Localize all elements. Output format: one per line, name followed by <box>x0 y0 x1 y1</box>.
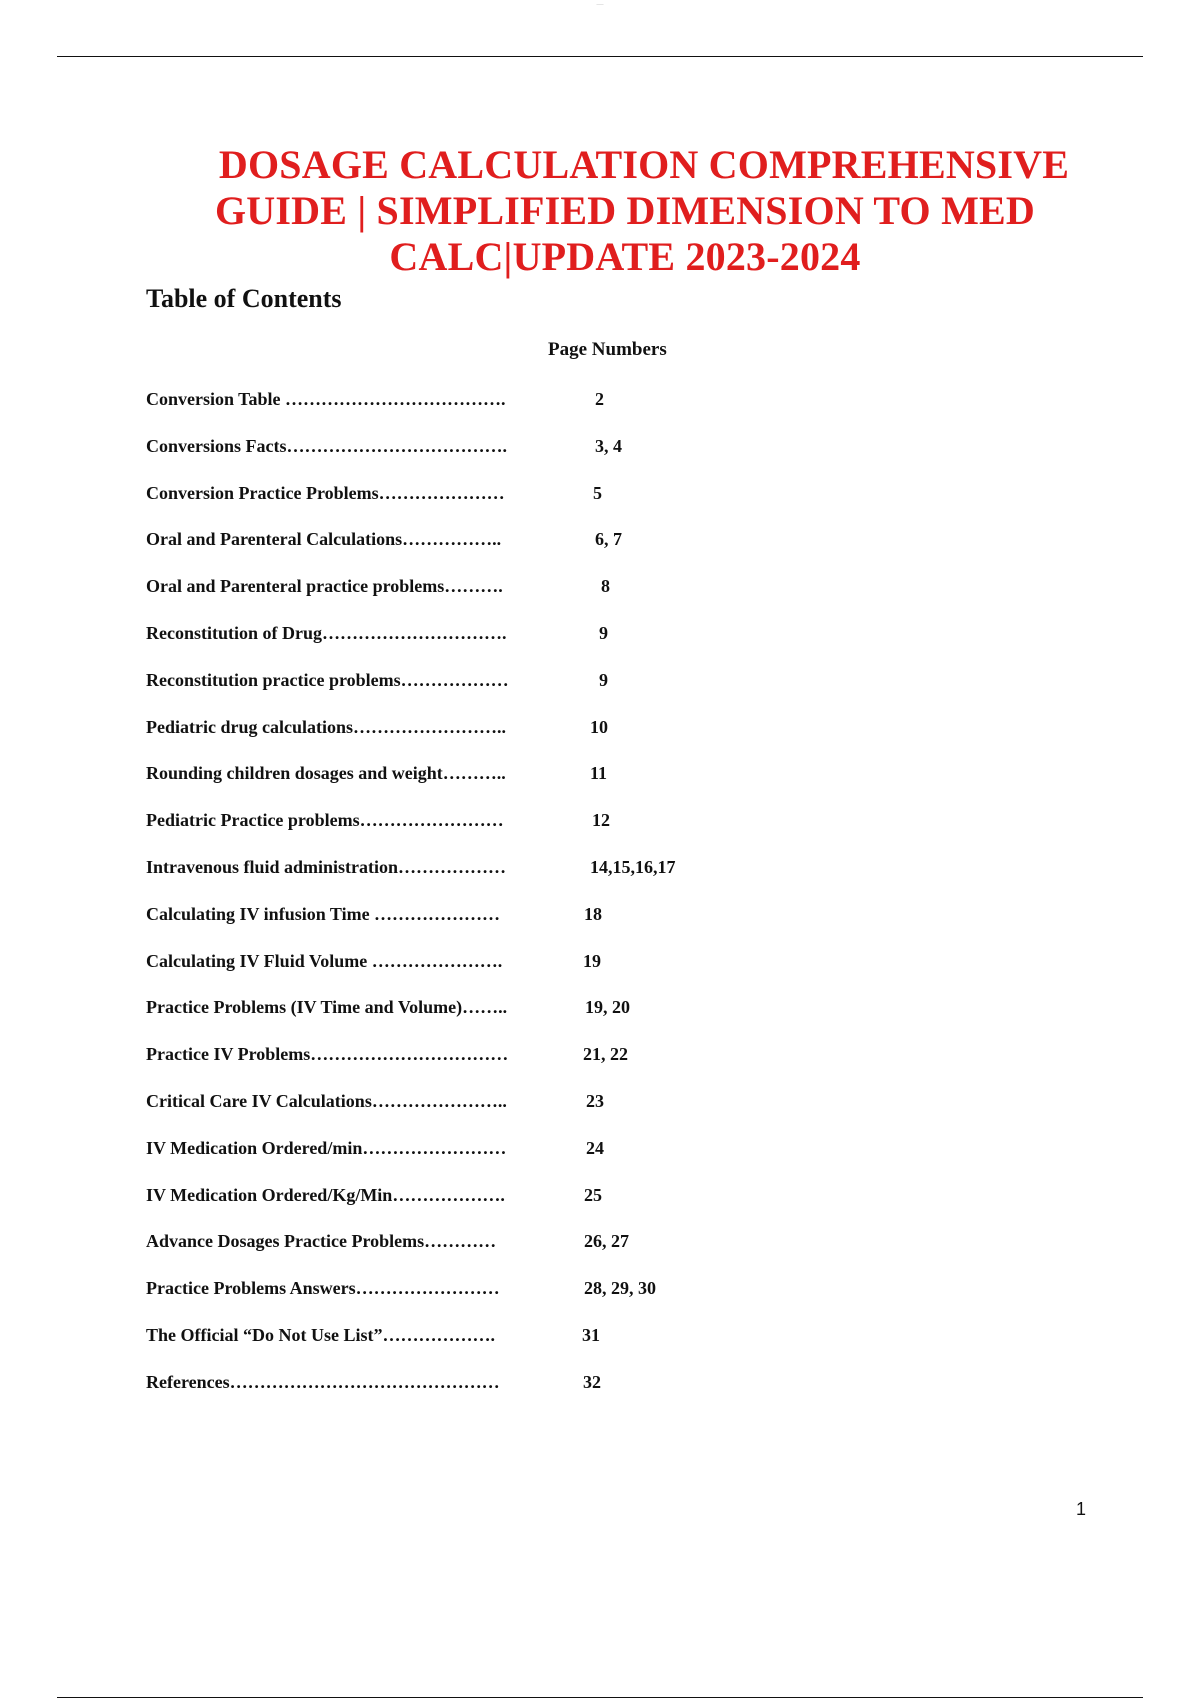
toc-page-number: 28, 29, 30 <box>584 1278 656 1299</box>
toc-entry: Oral and Parenteral practice problems………. <box>146 576 503 597</box>
toc-entry: Conversion Practice Problems………………… <box>146 482 505 503</box>
toc-row <box>146 1322 846 1369</box>
toc-row <box>146 994 846 1041</box>
toc-row <box>146 901 846 948</box>
toc-page-number: 19 <box>583 950 601 971</box>
toc-page-number: 2 <box>595 389 604 409</box>
toc-entry: Pediatric Practice problems…………………… <box>146 810 504 831</box>
toc-page-number: 14,15,16,17 <box>590 856 676 877</box>
toc-heading: Table of Contents <box>146 284 342 313</box>
toc-row <box>146 1088 846 1135</box>
toc-row <box>146 386 846 433</box>
toc-entry: Reconstitution of Drug…………………………. <box>146 622 507 643</box>
page-mark: — <box>596 0 604 8</box>
toc-entry: Practice Problems Answers…………………… <box>146 1278 500 1299</box>
toc-row <box>146 1369 846 1416</box>
toc-row <box>146 480 846 527</box>
toc-page-number: 25 <box>584 1184 602 1205</box>
toc-page-number: 24 <box>586 1137 604 1158</box>
toc-entry: Practice Problems (IV Time and Volume)…….. <box>146 997 508 1018</box>
title-line-1: DOSAGE CALCULATION COMPREHENSIVE <box>218 142 1070 187</box>
toc-page-number: 5 <box>593 482 602 503</box>
toc-page-number: 19, 20 <box>585 997 630 1018</box>
toc-entry: Rounding children dosages and weight……….. <box>146 763 506 784</box>
toc-entry: Calculating IV Fluid Volume …………………. <box>146 950 503 971</box>
toc-entry: References……………………………………… <box>146 1371 500 1392</box>
toc-row <box>146 667 846 714</box>
toc-entry: The Official “Do Not Use List”………………. <box>146 1324 495 1345</box>
toc-row <box>146 620 846 667</box>
toc-entry: Conversion Table ………………………………. <box>146 389 506 409</box>
toc-page-number: 9 <box>599 669 608 690</box>
page-numbers-heading: Page Numbers <box>548 339 667 360</box>
toc-row <box>146 854 846 901</box>
toc-row <box>146 714 846 761</box>
toc-entry: Reconstitution practice problems……………… <box>146 669 509 690</box>
toc-page-number: 6, 7 <box>595 529 622 550</box>
title-line-2: GUIDE | SIMPLIFIED DIMENSION TO MED <box>214 188 1035 233</box>
toc-entry: Conversions Facts………………………………. <box>146 435 507 456</box>
page-number: 1 <box>1076 1499 1087 1519</box>
toc-list <box>146 386 846 1416</box>
toc-row <box>146 807 846 854</box>
toc-entry: Pediatric drug calculations…………………….. <box>146 716 506 737</box>
toc-page-number: 3, 4 <box>595 435 622 456</box>
toc-row <box>146 948 846 995</box>
toc-row <box>146 573 846 620</box>
toc-page-number: 11 <box>590 763 608 784</box>
toc-page-number: 31 <box>582 1324 600 1345</box>
toc-page-number: 23 <box>586 1090 604 1111</box>
toc-entry: Critical Care IV Calculations………………….. <box>146 1090 507 1111</box>
toc-row <box>146 526 846 573</box>
toc-page-number: 21, 22 <box>583 1044 628 1065</box>
toc-entry: IV Medication Ordered/min…………………… <box>146 1137 507 1158</box>
toc-page-number: 10 <box>590 716 608 737</box>
toc-entry: IV Medication Ordered/Kg/Min………………. <box>146 1184 505 1205</box>
toc-entry: Oral and Parenteral Calculations…………….. <box>146 529 502 550</box>
toc-page-number: 8 <box>601 576 610 597</box>
toc-entry: Calculating IV infusion Time ………………… <box>146 903 501 924</box>
toc-entry: Intravenous fluid administration……………… <box>146 856 507 877</box>
top-rule <box>57 56 1143 57</box>
toc-entry: Practice IV Problems…………………………… <box>146 1044 509 1065</box>
toc-row <box>146 1041 846 1088</box>
bottom-rule <box>57 1697 1143 1698</box>
title-line-3: CALC|UPDATE 2023-2024 <box>389 234 861 279</box>
toc-row <box>146 1182 846 1229</box>
toc-row <box>146 760 846 807</box>
toc-page-number: 12 <box>592 810 610 831</box>
toc-entry: Advance Dosages Practice Problems………… <box>146 1231 497 1252</box>
toc-page-number: 9 <box>599 622 608 643</box>
toc-page-number: 32 <box>583 1371 601 1392</box>
document-title <box>150 142 1100 280</box>
toc-row <box>146 1275 846 1322</box>
toc-row <box>146 433 846 480</box>
toc-page-number: 26, 27 <box>584 1231 629 1252</box>
toc-row <box>146 1228 846 1275</box>
toc-row <box>146 1135 846 1182</box>
toc-page-number: 18 <box>584 903 602 924</box>
